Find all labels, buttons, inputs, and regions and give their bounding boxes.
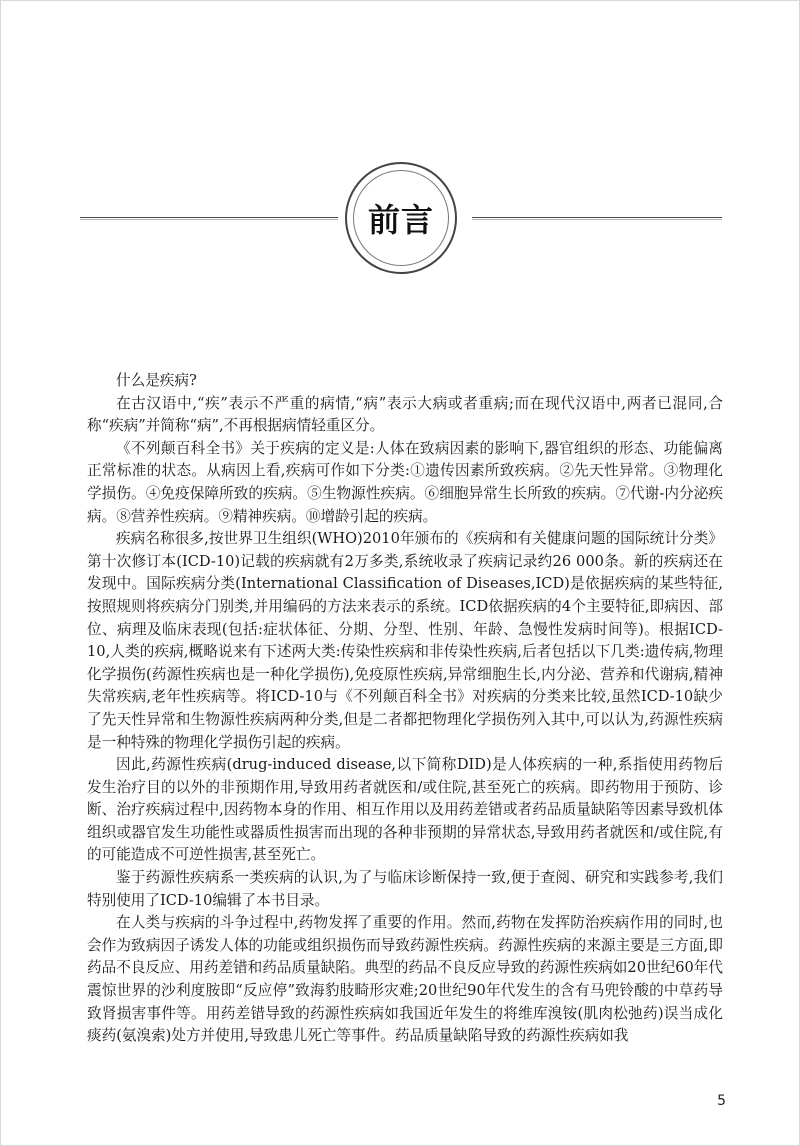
paragraph-definition: 《不列颠百科全书》关于疾病的定义是:人体在致病因素的影响下,器官组织的形态、功能偏离正常标准的状态。从病因上看,疾病可作如下分类:①遗传因素所致疾病。②先天性异常。③物理化学损伤。④免疫保障所致的疾病。⑤生物源性疾病。⑥细胞异常生长所致的疾病。⑦代谢-内分泌疾病。⑧营养性疾病。⑨精神疾病。⑩增龄引起的疾病。 (87, 439, 723, 525)
page-number: 5 (717, 1093, 726, 1109)
body-text (87, 370, 723, 1048)
paragraph-icd-classification: 疾病名称很多,按世界卫生组织(WHO)2010年颁布的《疾病和有关健康问题的国际统计分类》第十次修订本(ICD-10)记载的疾病就有2万多类,系统收录了疾病记录约26 000条。新的疾病还在发现中。国际疾病分类(International Classification of Diseases,ICD)是依据疾病的某些特征,按照规则将疾病分门别类,并用编码的方法来表示的系统。ICD依据疾病的4个主要特征,即病因、部位、病理及临床表现(包括:症状体征、分期、分型、性别、年龄、急慢性发病时间等)。根据ICD-10,人类的疾病,概略说来有下述两大类:传染性疾病和非传染性疾病,后者包括以下几类:遗传病,物理化学损伤(药源性疾病也是一种化学损伤),免疫原性疾病,异常细胞生长,内分泌、营养和代谢病,精神失常疾病,老年性疾病等。将ICD-10与《不列颠百科全书》对疾病的分类来比较,虽然ICD-10缺少了先天性异常和生物源性疾病两种分类,但是二者都把物理化学损伤列入其中,可以认为,药源性疾病是一种特殊的物理化学损伤引起的疾病。 (87, 530, 723, 751)
heading-rule-left (80, 212, 338, 224)
chapter-heading (0, 162, 800, 274)
paragraph-question: 什么是疾病? (116, 372, 197, 389)
heading-rule-right (472, 212, 722, 224)
title-emblem-inner-ring (353, 170, 449, 266)
paragraph-did-definition: 因此,药源性疾病(drug-induced disease,以下简称DID)是人体疾病的一种,系指使用药物后发生治疗目的以外的非预期作用,导致用药者就医和/或住院,甚至死亡的疾病。即药物用于预防、诊断、治疗疾病过程中,因药物本身的作用、相互作用以及用药差错或者药品质量缺陷等因素导致机体组织或器官发生功能性或器质性损害而出现的各种非预期的异常状态,导致用药者就医和/或住院,有的可能造成不可逆性损害,甚至死亡。 (87, 756, 723, 864)
paragraph-etymology: 在古汉语中,“疾”表示不严重的病情,“病”表示大病或者重病;而在现代汉语中,两者已混同,合称“疾病”并简称“病”,不再根据病情轻重区分。 (87, 394, 723, 435)
title-emblem (345, 162, 457, 274)
paragraph-drug-role: 在人类与疾病的斗争过程中,药物发挥了重要的作用。然而,药物在发挥防治疾病作用的同时,也会作为致病因子诱发人体的功能或组织损伤而导致药源性疾病。药源性疾病的来源主要是三方面,即药品不良反应、用药差错和药品质量缺陷。典型的药品不良反应导致的药源性疾病如20世纪60年代震惊世界的沙利度胺即“反应停”致海豹肢畸形灾难;20世纪90年代发生的含有马兜铃酸的中草药导致肾损害事件等。用药差错导致的药源性疾病如我国近年发生的将维库溴铵(肌肉松弛药)误当成化痰药(氨溴索)处方并使用,导致患儿死亡等事件。药品质量缺陷导致的药源性疾病如我 (87, 914, 723, 1045)
paragraph-catalog-note: 鉴于药源性疾病系一类疾病的认识,为了与临床诊断保持一致,便于查阅、研究和实践参考,我们特别使用了ICD-10编辑了本书目录。 (87, 869, 723, 909)
page-title: 前言 (367, 201, 434, 239)
